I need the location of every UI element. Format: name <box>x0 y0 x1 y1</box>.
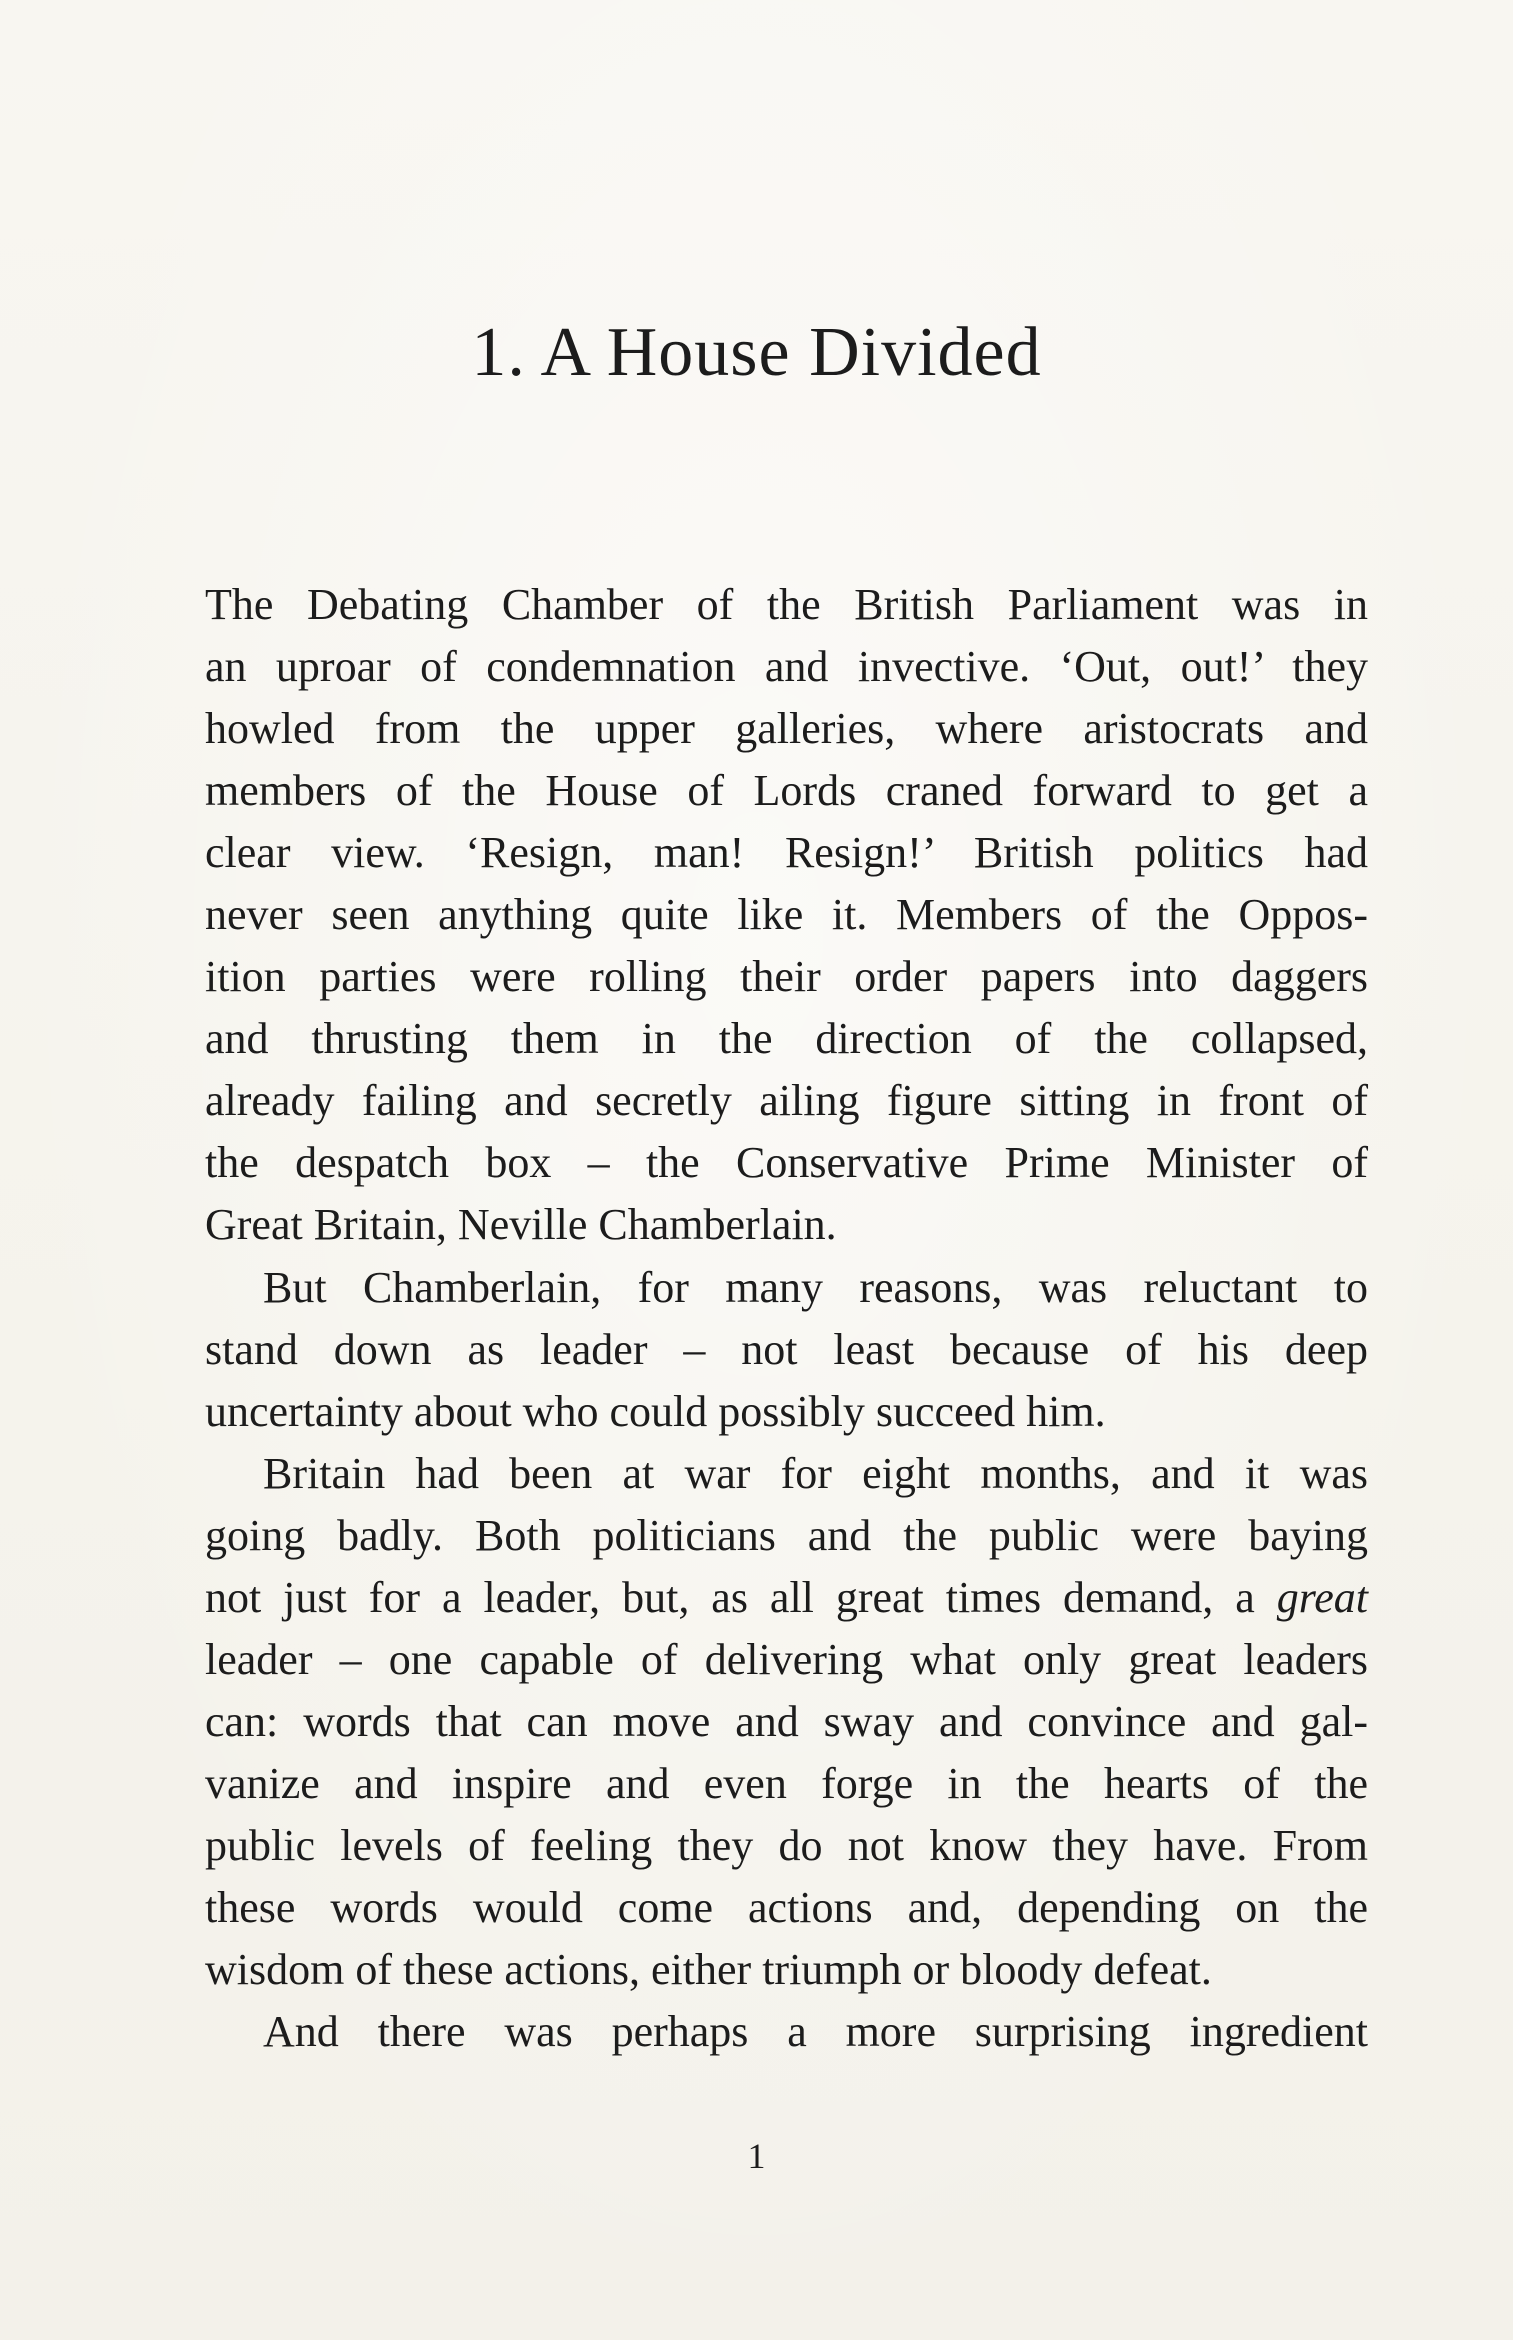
text-line: an uproar of condemnation and invective. ‘Out, out!’ they <box>205 642 1368 692</box>
paragraph-2 <box>205 1257 1368 1443</box>
text-line: never seen anything quite like it. Members of the Oppos- <box>205 890 1368 940</box>
page-number: 1 <box>747 2136 766 2176</box>
text-line: and thrusting them in the direction of the collapsed, <box>205 1014 1368 1064</box>
text-line: Great Britain, Neville Chamberlain. <box>205 1200 837 1250</box>
text-line-with-emphasis <box>205 1567 1368 1629</box>
paragraph-3 <box>205 1443 1368 2001</box>
text-line: stand down as leader – not least because of his deep <box>205 1324 1368 1374</box>
chapter-body <box>205 574 1368 2063</box>
text-line: already failing and secretly ailing figure sitting in front of <box>205 1076 1368 1126</box>
text-line: going badly. Both politicians and the public were baying <box>205 1510 1368 1560</box>
text-run: not just for a leader, but, as all great times demand, a <box>205 1572 1277 1622</box>
text-line: these words would come actions and, depending on the <box>205 1882 1368 1932</box>
text-line: ition parties were rolling their order papers into daggers <box>205 952 1368 1002</box>
paragraph-1 <box>205 574 1368 1257</box>
paragraph-4 <box>205 2001 1368 2063</box>
text-line: members of the House of Lords craned forward to get a <box>205 766 1368 816</box>
chapter-title: 1. A House Divided <box>471 314 1042 391</box>
text-line: uncertainty about who could possibly succeed him. <box>205 1386 1106 1436</box>
text-line: public levels of feeling they do not know they have. From <box>205 1820 1368 1870</box>
text-line: wisdom of these actions, either triumph or bloody defeat. <box>205 1945 1212 1995</box>
text-line: the despatch box – the Conservative Prime Minister of <box>205 1138 1368 1188</box>
text-line: howled from the upper galleries, where aristocrats and <box>205 704 1368 754</box>
text-line: But Chamberlain, for many reasons, was reluctant to <box>263 1262 1368 1312</box>
text-line: And there was perhaps a more surprising ingredient <box>263 2007 1368 2057</box>
text-line: The Debating Chamber of the British Parliament was in <box>205 580 1368 629</box>
text-line: leader – one capable of delivering what only great leaders <box>205 1634 1368 1684</box>
text-line: Britain had been at war for eight months, and it was <box>263 1448 1368 1498</box>
text-line: can: words that can move and sway and convince and gal- <box>205 1696 1368 1746</box>
text-line: vanize and inspire and even forge in the hearts of the <box>205 1758 1368 1808</box>
emphasis-word: great <box>1276 1572 1368 1622</box>
text-line: clear view. ‘Resign, man! Resign!’ British politics had <box>205 828 1368 878</box>
